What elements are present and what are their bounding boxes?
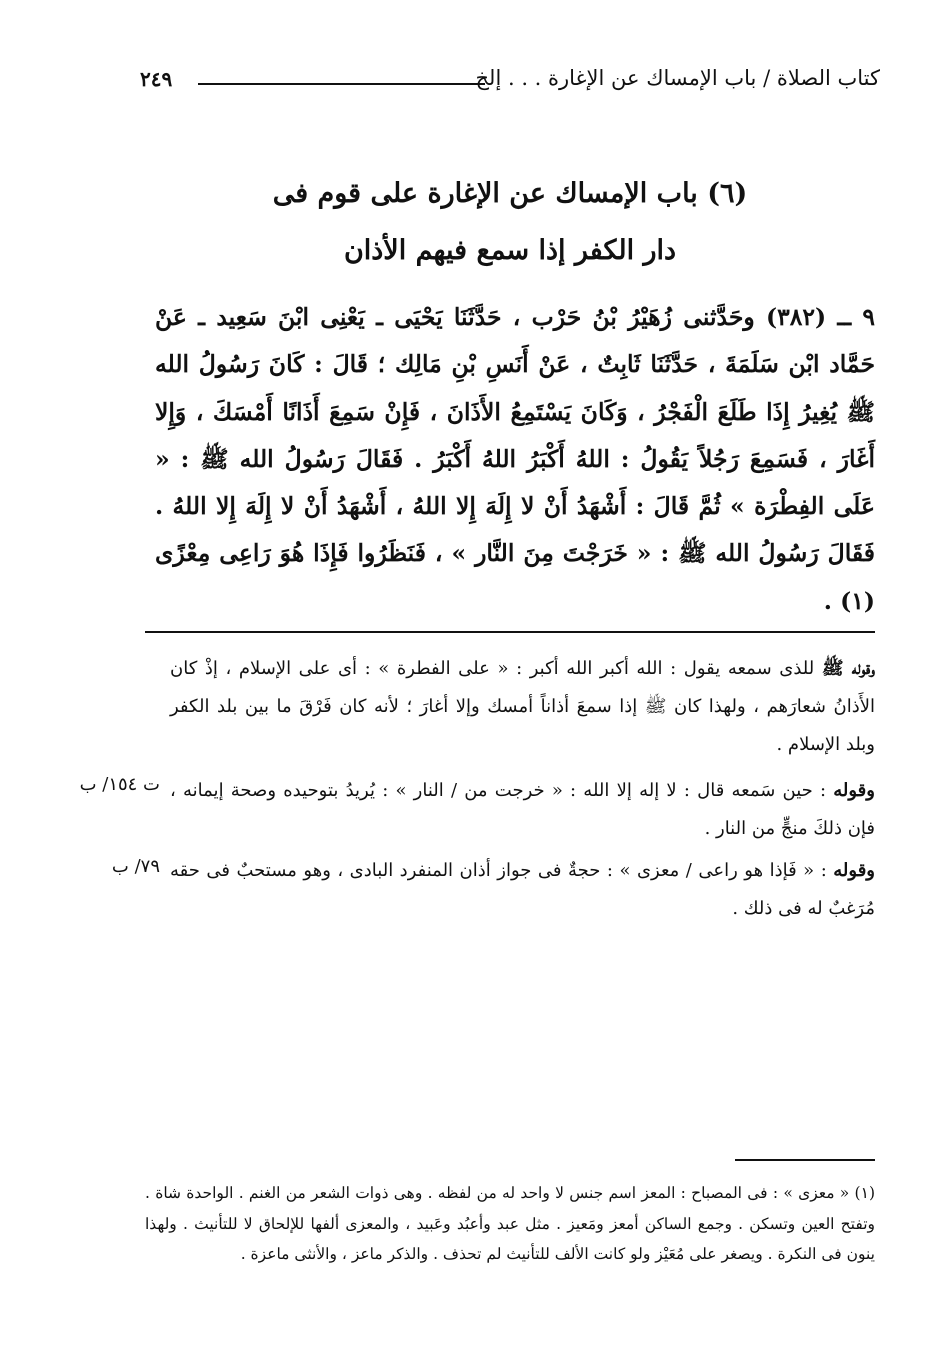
commentary-text: للذى سمعه يقول : الله أكبر الله أكبر : « على الفطرة » : أى على الإسلام ، إذْ كان الأَذانُ شعارَهم ، ولهذا كان ﷺ إذا سمعَ أذاناً أمسك وإلا أغارَ ؛ لأنه كان فَرْقَ ما بين بلد الكفر وبلد الإسلام . [170,658,875,755]
commentary-text: : حين سَمعه قال : لا إله إلا الله : « خرجت من / النار » : يُريدُ بتوحيده وصحة إيمانه ، فإن ذلكَ منجٍّ من النار . [170,780,875,839]
commentary-lead: وقوله [833,860,875,881]
section-divider [145,631,875,633]
footnote-rule [735,1159,875,1161]
chapter-title-line-2: دار الكفر إذا سمع فيهم الأذان [343,235,677,266]
page-number: ٢٤٩ [140,67,173,91]
commentary-text: : « فَإذا هو راعى / معزى » : حجةٌ فى جواز أذان المنفرد البادى ، وهو مستحبٌ فى حقه مُرَغبٌ له فى ذلك . [170,860,875,919]
commentary-paragraph [170,650,875,764]
footnote: (١) « معزى » : فى المصباح : المعز اسم جنس لا واحد له من لفظه . وهى ذوات الشعر من الغنم . الواحدة شاة . وتفتح العين وتسكن . وجمع الساكن أمعز ومَعيز . مثل عبد وأعبُد وعَبيد ، والمعزى ألفها للإلحاق لا للتأنيث . ولهذا ينون فى النكرة . ويصغر على مُعَيْز ولو كانت الألف للتأنيث لم تحذف . والذكر ماعز ، والأنثى ماعزة . [145,1184,875,1263]
commentary-paragraph [170,772,875,848]
hadith-text: ٩ ــ (٣٨٢) وحَدَّثنى زُهَيْرُ بْنُ حَرْب ، حَدَّثَنَا يَحْيَى ـ يَعْنِى ابْنَ سَعِيد ـ عَنْ حَمَّاد ابْن سَلَمَةَ ، حَدَّثَنَا ثَابِتٌ ، عَنْ أَنَسِ بْنِ مَالِك ؛ قَالَ : كَانَ رَسُولُ الله ﷺ يُغِيرُ إِذَا طَلَعَ الْفَجْرُ ، وَكَانَ يَسْتَمِعُ الأَذَانَ ، فَإِنْ سَمِعَ أَذَانًا أَمْسَكَ ، وَإِلا أَغَارَ ، فَسَمِعَ رَجُلاً يَقُولُ : اللهُ أَكْبَرُ اللهُ أَكْبَرُ . فَقَالَ رَسُولُ الله ﷺ : « عَلَى الفِطْرَة » ثُمَّ قَالَ : أَشْهَدُ أَنْ لا إِلَهَ إِلا اللهُ ، أَشْهَدُ أَنْ لا إِلَهَ إِلا اللهُ . فَقَالَ رَسُولُ الله ﷺ : « خَرَجْتَ مِنَ النَّار » ، فَنَظَرُوا فَإِذَا هُوَ رَاعِى مِعْزًى (١) . [155,303,875,615]
commentary-lead: وقوله [833,780,875,801]
header-rule [198,83,485,85]
running-header-title: كتاب الصلاة / باب الإمساك عن الإغارة . . . إلخ [475,66,880,90]
commentary-paragraph [170,852,875,928]
margin-reference: ت ١٥٤/ ب [79,774,160,795]
running-header [140,66,880,96]
chapter-title-line-1: (٦) باب الإمساك عن الإغارة على قوم فى [272,178,748,209]
margin-reference: ٧٩/ ب [111,856,160,877]
commentary-lead: وقوله ﷺ [821,658,876,679]
